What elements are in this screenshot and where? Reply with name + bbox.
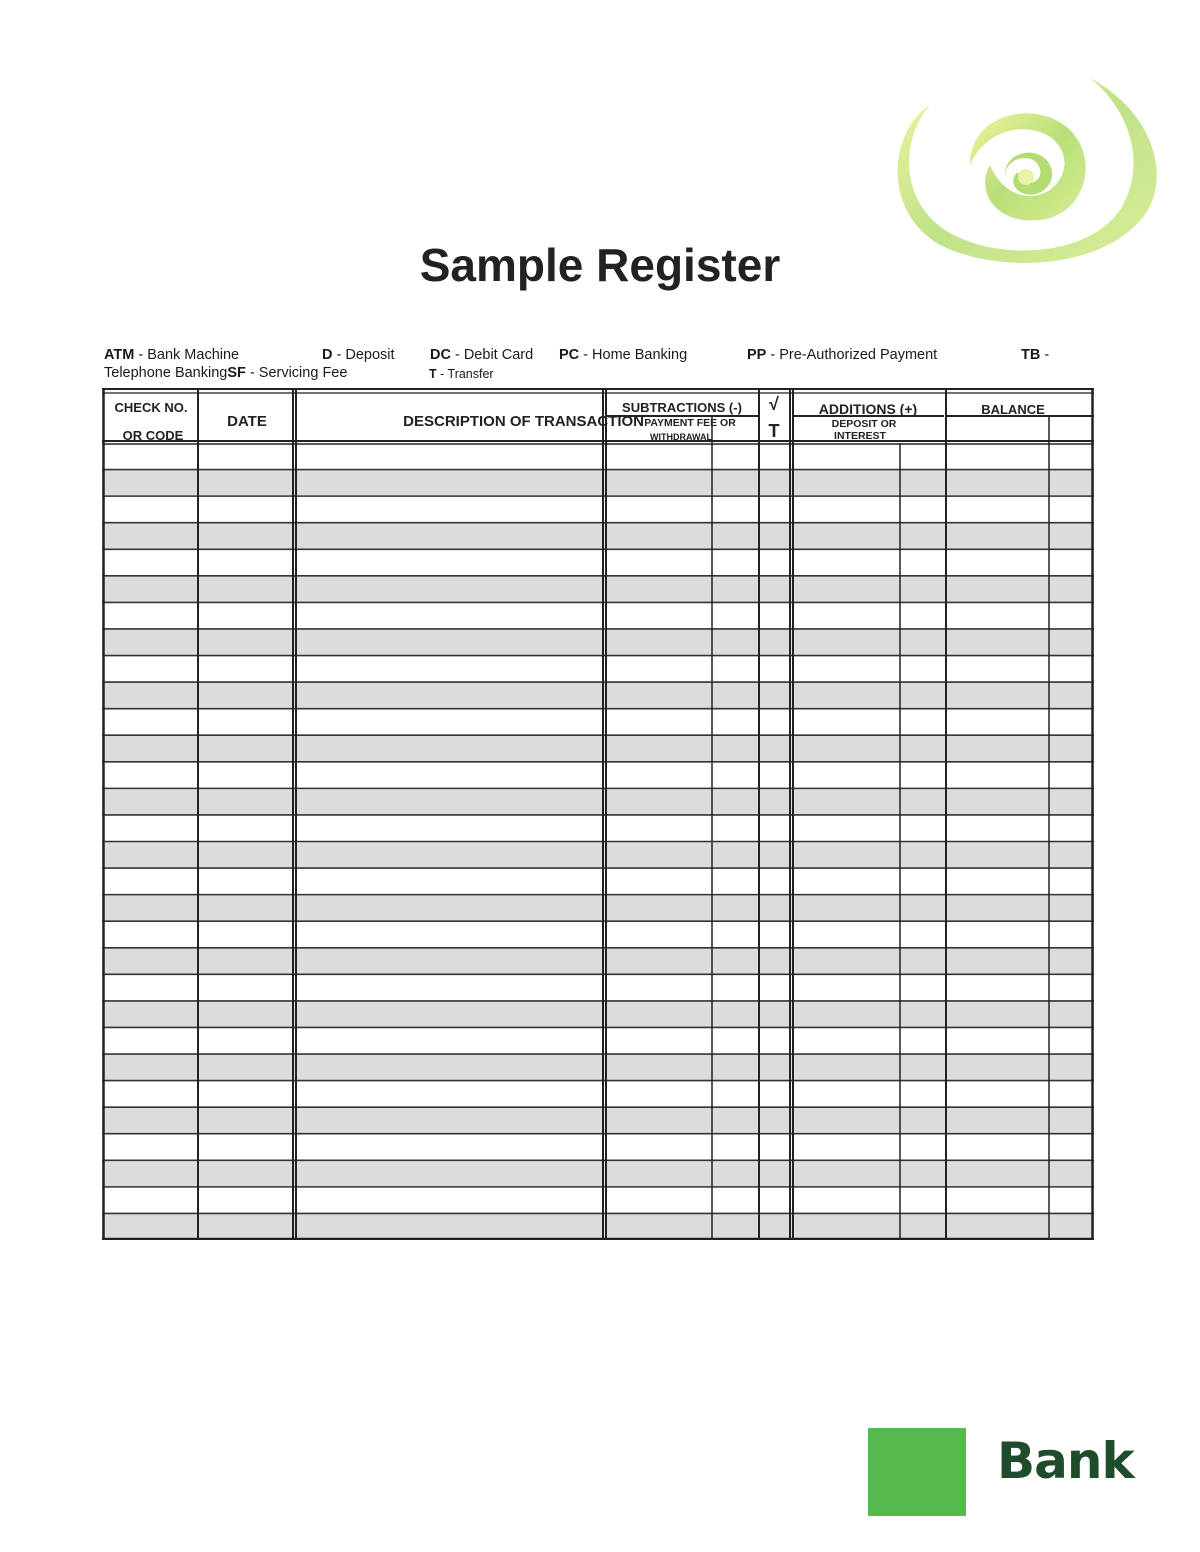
legend-atm: ATM - Bank Machine bbox=[104, 347, 240, 363]
brand-square bbox=[868, 1428, 966, 1516]
header-payment-fee: PAYMENT FEE OR bbox=[644, 417, 736, 429]
header-or-code: OR CODE bbox=[122, 428, 184, 443]
legend-debit-card: DC - Debit Card bbox=[430, 347, 534, 363]
header-balance: BALANCE bbox=[981, 402, 1045, 417]
register-table bbox=[102, 388, 1094, 1240]
header-subtractions: SUBTRACTIONS (-) bbox=[622, 400, 742, 415]
header-interest: INTEREST bbox=[834, 430, 886, 442]
header-deposit-or: DEPOSIT OR bbox=[831, 418, 897, 430]
header-withdrawal: WITHDRAWAL bbox=[650, 432, 712, 442]
header-check-mark: √ bbox=[769, 394, 779, 414]
legend-pre-authorized: PP - Pre-Authorized Payment bbox=[747, 347, 938, 363]
header-additions: ADDITIONS (+) bbox=[818, 401, 918, 417]
legend-telephone-cont: Telephone BankingSF - Servicing Fee bbox=[104, 365, 348, 381]
header-check-no: CHECK NO. bbox=[114, 400, 188, 415]
header-date: DATE bbox=[227, 413, 267, 430]
legend-home-banking: PC - Home Banking bbox=[559, 347, 688, 363]
register-grid bbox=[102, 388, 1094, 1240]
header-t-mark: T bbox=[768, 421, 780, 441]
legend-deposit: D - Deposit bbox=[322, 347, 395, 363]
legend-telephone-banking: TB - bbox=[1021, 347, 1050, 363]
brand-name: Bank bbox=[997, 1432, 1134, 1490]
header-description: DESCRIPTION OF TRANSACTION bbox=[403, 413, 644, 430]
page-title: Sample Register bbox=[419, 239, 781, 291]
legend-transfer: T - Transfer bbox=[429, 367, 494, 381]
